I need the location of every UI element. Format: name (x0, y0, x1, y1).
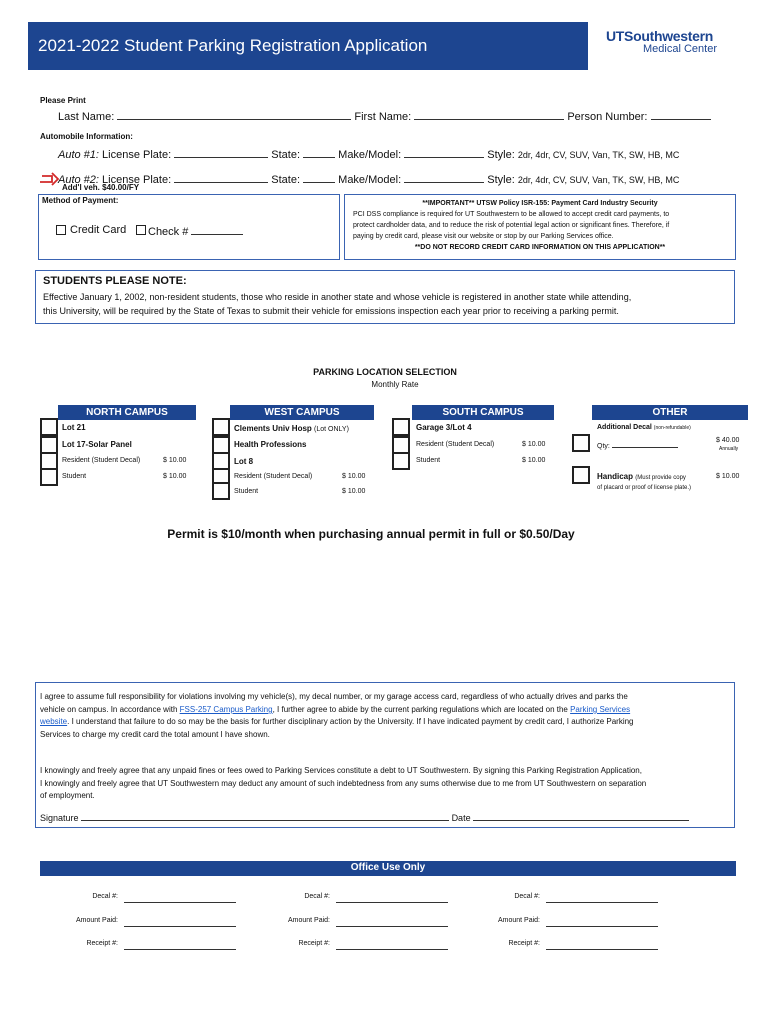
office-amount-field-1[interactable] (124, 926, 236, 927)
north-lot21-checkbox[interactable] (40, 418, 58, 436)
auto1-make-field[interactable] (404, 147, 484, 158)
other-handicap-checkbox[interactable] (572, 466, 590, 484)
other-qty-row (597, 440, 678, 450)
north-student-price: $ 10.00 (163, 473, 187, 480)
fss-257-link[interactable]: FSS-257 Campus Parking (179, 705, 273, 714)
office-decal-field-1[interactable] (124, 902, 236, 903)
agreement-line-1: I agree to assume full responsibility for violations involving my vehicle(s), my decal number, or my garage access card, regardless of who actually drives and parks the (40, 692, 628, 701)
monthly-rate-subtitle: Monthly Rate (371, 380, 419, 389)
date-label: Date (451, 813, 471, 823)
auto2-row (58, 172, 679, 186)
auto1-state-field[interactable] (303, 147, 335, 158)
office-decal-field-3[interactable] (546, 902, 658, 903)
office-decal-label-3: Decal #: (514, 893, 540, 900)
column-header-other: OTHER (592, 405, 748, 420)
method-of-payment-label: Method of Payment: (42, 196, 119, 205)
auto2-label: Auto #2: (58, 174, 99, 186)
auto2-license-field[interactable] (174, 172, 268, 183)
west-clements-label (234, 424, 349, 433)
agreement-line-6: I knowingly and freely agree that UT Southwestern may deduct any amount of such indebtedness from any sums otherwise due to me from UT Southwestern on separation (40, 779, 647, 788)
header-bar (28, 22, 588, 70)
parking-location-title: PARKING LOCATION SELECTION (313, 367, 457, 377)
other-qty-price: $ 40.00 (716, 437, 740, 444)
west-clements-checkbox[interactable] (212, 418, 230, 436)
column-header-north: NORTH CAMPUS (58, 405, 196, 420)
column-header-west: WEST CAMPUS (230, 405, 374, 420)
office-amount-field-3[interactable] (546, 926, 658, 927)
south-student-checkbox[interactable] (392, 452, 410, 470)
handicap-text: Handicap (597, 472, 634, 481)
student-note-line-2: this University, will be required by the State of Texas to submit their vehicle for emissions inspection each year prior to receiving a parking permit. (43, 306, 619, 316)
permit-note: Permit is $10/month when purchasing annual permit in full or $0.50/Day (167, 527, 575, 541)
addl-decal-text: Additional Decal (597, 424, 652, 431)
north-lot21-label: Lot 21 (62, 423, 86, 432)
office-decal-label-1: Decal #: (92, 893, 118, 900)
office-receipt-field-1[interactable] (124, 949, 236, 950)
office-receipt-label-1: Receipt #: (86, 940, 118, 947)
logo-main-text: UTSouthwestern (606, 28, 714, 44)
auto2-state-field[interactable] (303, 172, 335, 183)
first-name-label: First Name: (354, 111, 412, 123)
important-title: **IMPORTANT** UTSW Policy ISR-155: Payment Card Industry Security (422, 200, 658, 207)
person-number-label: Person Number: (567, 111, 648, 123)
other-handicap-label (597, 472, 686, 481)
logo-sub-text: Medical Center (643, 43, 717, 55)
check-checkbox[interactable] (136, 225, 146, 235)
name-row (58, 109, 711, 123)
office-decal-field-2[interactable] (336, 902, 448, 903)
check-label: Check # (148, 226, 189, 238)
west-student-price: $ 10.00 (342, 488, 366, 495)
signature-label: Signature (40, 813, 79, 823)
qty-label: Qty: (597, 443, 610, 450)
agreement-line-7: of employment. (40, 791, 95, 800)
auto1-license-field[interactable] (174, 147, 268, 158)
person-number-field[interactable] (651, 109, 711, 120)
student-note-line-1: Effective January 1, 2002, non-resident students, those who reside in another state and whose vehicle is registered in another state while attending, (43, 292, 632, 302)
west-clements-name: Clements Univ Hosp (234, 424, 312, 433)
other-addl-decal-label (597, 424, 691, 431)
west-student-checkbox[interactable] (212, 482, 230, 500)
parking-services-link[interactable]: Parking Services (570, 705, 631, 714)
office-receipt-label-2: Receipt #: (298, 940, 330, 947)
office-amount-label-1: Amount Paid: (75, 917, 118, 924)
license-label: License Plate: (102, 149, 172, 161)
south-garage-checkbox[interactable] (392, 418, 410, 436)
agreement-line-2-mid: , I further agree to abide by the current parking regulations which are located on the (272, 705, 571, 714)
west-lot8-label: Lot 8 (234, 457, 254, 466)
agreement-box (35, 682, 735, 828)
west-resident-price: $ 10.00 (342, 473, 366, 480)
south-student-label: Student (416, 457, 441, 464)
north-student-checkbox[interactable] (40, 468, 58, 486)
license-label: License Plate: (102, 174, 172, 186)
other-qty-checkbox[interactable] (572, 434, 590, 452)
credit-card-label: Credit Card (70, 224, 127, 236)
important-footer: **DO NOT RECORD CREDIT CARD INFORMATION ON THIS APPLICATION** (414, 244, 666, 251)
style-label: Style: (487, 174, 515, 186)
other-handicap-note-2: of placard or proof of license plate.) (597, 485, 692, 491)
west-student-label: Student (234, 488, 259, 495)
west-clements-note: (Lot ONLY) (314, 426, 349, 433)
agreement-line-2 (40, 705, 630, 714)
other-qty-period: Annually (719, 446, 739, 452)
north-lot17-label: Lot 17-Solar Panel (62, 440, 132, 449)
office-amount-field-2[interactable] (336, 926, 448, 927)
important-line-2: protect cardholder data, and to reduce the risk of potential legal action or significant fines. Therefore, if (353, 222, 670, 229)
date-field[interactable] (473, 810, 689, 821)
west-health-label: Health Professions (234, 440, 307, 449)
state-label: State: (271, 149, 301, 161)
website-link[interactable]: website (40, 717, 68, 726)
page-title: 2021-2022 Student Parking Registration Application (38, 36, 428, 55)
first-name-field[interactable] (414, 109, 564, 120)
column-header-south: SOUTH CAMPUS (412, 405, 554, 420)
office-use-title: Office Use Only (350, 862, 426, 873)
please-print-label: Please Print (40, 96, 86, 105)
north-student-label: Student (62, 473, 87, 480)
style-options: 2dr, 4dr, CV, SUV, Van, TK, SW, HB, MC (517, 175, 680, 185)
office-amount-label-3: Amount Paid: (497, 917, 540, 924)
student-note-heading: STUDENTS PLEASE NOTE: (43, 275, 187, 287)
office-amount-label-2: Amount Paid: (287, 917, 330, 924)
automobile-heading: Automobile Information: (40, 132, 133, 141)
make-label: Make/Model: (338, 149, 402, 161)
style-options: 2dr, 4dr, CV, SUV, Van, TK, SW, HB, MC (517, 150, 680, 160)
addl-vehicle-note: Add'l veh. $40.00/FY (62, 183, 140, 192)
auto2-make-field[interactable] (404, 172, 484, 183)
last-name-field[interactable] (117, 109, 351, 120)
south-resident-price: $ 10.00 (522, 441, 546, 448)
office-receipt-field-3[interactable] (546, 949, 658, 950)
qty-field[interactable] (612, 440, 678, 448)
state-label: State: (271, 174, 301, 186)
agreement-line-4: Services to charge my credit card the total amount I have shown. (40, 730, 270, 739)
south-student-price: $ 10.00 (522, 457, 546, 464)
signature-field[interactable] (81, 810, 449, 821)
other-handicap-price: $ 10.00 (716, 473, 740, 480)
agreement-line-3-text: . I understand that failure to do so may be the basis for further disciplinary action by the University. If I have indicated payment by credit card, I authorize Parking (67, 717, 634, 726)
last-name-label: Last Name: (58, 111, 115, 123)
south-resident-label: Resident (Student Decal) (416, 441, 495, 448)
west-resident-label: Resident (Student Decal) (234, 473, 313, 480)
addl-decal-note: (non-refundable) (653, 425, 691, 431)
utsw-logo (606, 28, 746, 55)
style-label: Style: (487, 149, 515, 161)
office-decal-label-2: Decal #: (304, 893, 330, 900)
make-label: Make/Model: (338, 174, 402, 186)
check-number-field[interactable] (191, 224, 243, 235)
north-resident-label: Resident (Student Decal) (62, 457, 141, 464)
south-garage-label: Garage 3/Lot 4 (416, 423, 472, 432)
important-line-3: paying by credit card, please visit our website or stop by our Parking Services office. (353, 233, 614, 240)
office-receipt-label-3: Receipt #: (508, 940, 540, 947)
agreement-line-2-pre: vehicle on campus. In accordance with (40, 705, 180, 714)
important-line-1: PCI DSS compliance is required for UT Southwestern to be allowed to accept credit card payments, to (353, 211, 670, 218)
agreement-line-3 (40, 717, 634, 726)
auto1-label: Auto #1: (58, 149, 99, 161)
auto1-row (58, 147, 679, 161)
credit-card-checkbox[interactable] (56, 225, 66, 235)
arrow-icon (38, 170, 62, 186)
handicap-note: (Must provide copy (635, 475, 686, 481)
agreement-line-5: I knowingly and freely agree that any unpaid fines or fees owed to Parking Services constitute a debt to UT Southwestern. By signing this Parking Registration Application, (40, 766, 642, 775)
check-row (148, 224, 243, 238)
signature-row (40, 810, 689, 823)
office-receipt-field-2[interactable] (336, 949, 448, 950)
north-resident-price: $ 10.00 (163, 457, 187, 464)
